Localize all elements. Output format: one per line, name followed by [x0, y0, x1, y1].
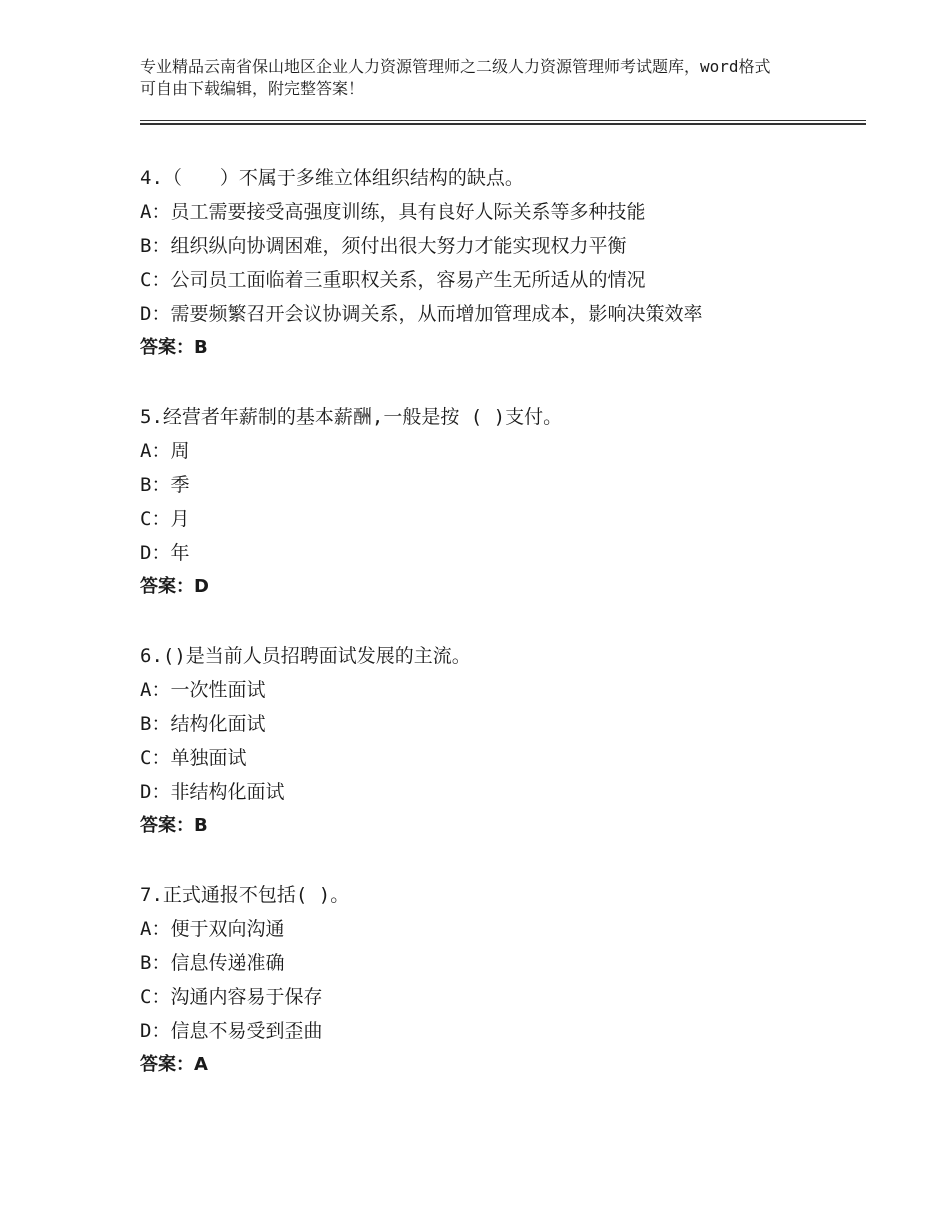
option-c: C：单独面试 — [140, 747, 247, 769]
answer-line: 答案：A — [140, 1054, 208, 1075]
question-stem: 4.（ ）不属于多维立体组织结构的缺点。 — [140, 167, 524, 189]
answer-line: 答案：D — [140, 576, 209, 597]
option-d: D：信息不易受到歪曲 — [140, 1020, 323, 1042]
question-5 — [140, 400, 860, 604]
option-d: D：年 — [140, 542, 190, 564]
option-b: B：季 — [140, 474, 190, 496]
option-b: B：组织纵向协调困难，须付出很大努力才能实现权力平衡 — [140, 235, 627, 257]
question-4 — [140, 161, 860, 365]
option-d: D：需要频繁召开会议协调关系，从而增加管理成本，影响决策效率 — [140, 303, 703, 325]
document-header-title: 专业精品云南省保山地区企业人力资源管理师之二级人力资源管理师考试题库，word格式可自由下载编辑，附完整答案！ — [140, 57, 771, 98]
question-6 — [140, 639, 860, 843]
question-stem: 6.()是当前人员招聘面试发展的主流。 — [140, 645, 471, 667]
answer-line: 答案：B — [140, 337, 208, 358]
option-a: A：员工需要接受高强度训练，具有良好人际关系等多种技能 — [140, 201, 646, 223]
question-stem: 7.正式通报不包括( )。 — [140, 884, 350, 906]
option-c: C：公司员工面临着三重职权关系，容易产生无所适从的情况 — [140, 269, 646, 291]
question-7 — [140, 878, 860, 1082]
option-c: C：沟通内容易于保存 — [140, 986, 323, 1008]
option-a: A：一次性面试 — [140, 679, 266, 701]
answer-line: 答案：B — [140, 815, 208, 836]
header-divider-thin — [140, 120, 866, 121]
option-c: C：月 — [140, 508, 190, 530]
option-b: B：结构化面试 — [140, 713, 266, 735]
header-divider-thick — [140, 123, 866, 125]
question-stem: 5.经营者年薪制的基本薪酬,一般是按 ( )支付。 — [140, 406, 563, 428]
option-a: A：周 — [140, 440, 190, 462]
option-a: A：便于双向沟通 — [140, 918, 285, 940]
option-d: D：非结构化面试 — [140, 781, 285, 803]
option-b: B：信息传递准确 — [140, 952, 285, 974]
